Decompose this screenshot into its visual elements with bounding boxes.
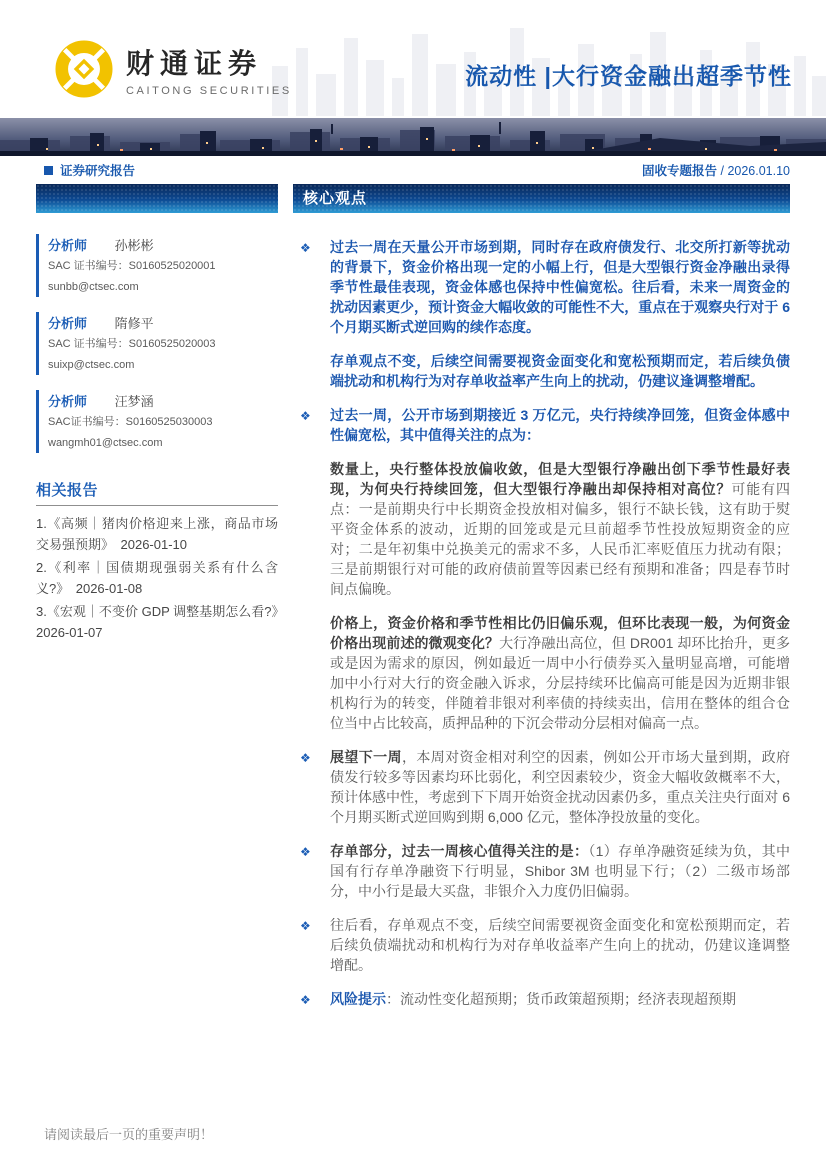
diamond-bullet-icon: ❖: [300, 919, 311, 933]
brand-name-en: CAITONG SECURITIES: [126, 84, 292, 97]
analyst-sac-number: SAC 证书编号：S0160525020001: [48, 260, 216, 272]
report-category: [44, 161, 135, 179]
paragraph: [293, 405, 790, 445]
brand-logo: [55, 40, 292, 98]
sidebar-header-bar: [36, 184, 278, 213]
diamond-bullet-icon: ❖: [300, 845, 311, 859]
footer-disclaimer: 请阅读最后一页的重要声明！: [44, 1127, 214, 1142]
diamond-bullet-icon: ❖: [300, 751, 311, 765]
paragraph: [293, 841, 790, 901]
paragraph: [293, 459, 790, 599]
report-category-label: 证券研究报告: [60, 164, 136, 178]
body-text: （1）存单净融资延续为负，其中国有行存单净融资下行明显，Shibor 3M 也明显下行；（2）二级市场部分，中小行是最大买盘，非银介入力度仍旧偏弱。: [330, 843, 790, 899]
analyst-role-label: 分析师: [48, 238, 88, 253]
report-type-date: [642, 161, 790, 179]
analysts: [36, 234, 278, 453]
paragraph: [293, 613, 790, 733]
diamond-bullet-icon: ❖: [300, 241, 311, 255]
paragraph: [293, 915, 790, 975]
emphasis-text: 数量上，央行整体投放偏收敛，但是大型银行净融出创下季节性最好表现，为何央行持续回笼，但大型银行净融出却保持相对高位？: [330, 461, 790, 497]
related-reports-list: [36, 513, 292, 643]
related-report-item[interactable]: 2.《利率｜国债期现强弱关系有什么含义?》 2026-01-08: [36, 560, 278, 597]
analyst-name: 隋修平: [114, 316, 154, 331]
diamond-bullet-icon: ❖: [300, 409, 311, 423]
body-text: 大行净融出高位，但 DR001 却环比抬升，更多或是因为需求的原因，例如最近一周中小行债券买入量明显高增，可能增加中小行对大行的资金融入诉求，分层持续环比偏高可能是因为近期非银机构行为的转变，伴随着非银对利率债的持续卖出，信用在整体的组合仓位当中占比较高，质押品种的下沉会带动分层相对偏高一点。: [330, 635, 791, 731]
body-text: ：流动性变化超预期；货币政策超预期；经济表现超预期: [386, 991, 736, 1007]
body-text: 往后看，存单观点不变，后续空间需要视资金面变化和宽松预期而定，若后续负债端扰动和机构行为对存单收益率产生向上的扰动，仍建议逢调整增配。: [330, 917, 790, 973]
analyst-sac-number: SAC 证书编号：S0160525020003: [48, 338, 216, 350]
analyst-email[interactable]: wangmh01@ctsec.com: [48, 436, 163, 449]
emphasis-text: 风险提示: [330, 991, 386, 1007]
analyst-email[interactable]: sunbb@ctsec.com: [48, 280, 139, 293]
related-report-item[interactable]: 3.《宏观｜不变价 GDP 调整基期怎么看?》 2026-01-07: [36, 604, 292, 641]
section-title: 核心观点: [303, 190, 368, 207]
analyst-role-label: 分析师: [48, 394, 88, 409]
emphasis-text: 展望下一周: [330, 749, 402, 765]
analyst-role-label: 分析师: [48, 316, 88, 331]
body-text: ，本周对资金相对利空的因素，例如公开市场大量到期，政府债发行较多等因素均环比弱化，利空因素较少，资金大幅收敛概率不大，预计体感中性，考虑到下下周开始资金扰动因素仍多，重点关注央行面对 6 个月期买断式逆回购到期 6,000 亿元，整体净投放量的变化。: [330, 749, 791, 825]
core-views-header-bar: [293, 184, 790, 213]
sidebar: [36, 234, 292, 645]
paragraph: [293, 237, 790, 337]
brand-text: [126, 42, 292, 97]
cityscape-banner-image: [0, 118, 826, 156]
analyst-email[interactable]: suixp@ctsec.com: [48, 358, 135, 371]
analyst-name: 孙彬彬: [114, 238, 154, 253]
diamond-bullet-icon: ❖: [300, 993, 311, 1007]
paragraph: [293, 747, 790, 827]
emphasis-text: 价格上，资金价格和季节性相比仍旧偏乐观，但环比表现一般，为何资金价格出现前述的微观变化？: [330, 615, 790, 651]
related-report-item[interactable]: 1.《高频｜猪肉价格迎来上涨，商品市场交易强预期》 2026-01-10: [36, 516, 278, 553]
body-text: 过去一周，公开市场到期接近 3 万亿元，央行持续净回笼，但资金体感中性偏宽松，其中值得关注的点为：: [330, 407, 790, 443]
related-reports-heading: 相关报告: [36, 479, 278, 506]
report-date: 2026.01.10: [727, 164, 790, 178]
date-separator: /: [720, 164, 724, 178]
report-type-label: 固收专题报告: [641, 164, 717, 178]
body-text: 可能有四点：一是前期央行中长期资金投放相对偏多，银行不缺长钱，这有助于熨平资金体系的波动，近期的回笼或是元旦前超季节性投放短期资金的应对；二是年初集中兑换美元的需求不多，人民币汇率贬值压力扰动有限；三是前期银行对可能的政府债前置等因素已经有预期和准备；四是春节时间点偏晚。: [330, 481, 791, 597]
analyst-block: [36, 390, 278, 453]
page-title: 流动性 |大行资金融出超季节性: [465, 63, 792, 89]
paragraph: [293, 989, 790, 1009]
meta-row: [44, 161, 790, 179]
analyst-name: 汪梦涵: [114, 394, 154, 409]
emphasis-text: 存单部分，过去一周核心值得关注的是：: [330, 843, 589, 859]
paragraph: [293, 351, 790, 391]
page-header: [0, 0, 826, 118]
square-bullet-icon: [44, 166, 53, 175]
body-text: 过去一周在天量公开市场到期，同时存在政府债发行、北交所打新等扰动的背景下，资金价格出现一定的小幅上行，但是大型银行资金净融出录得季节性最佳表现，资金体感也保持中性偏宽松。往后看，未来一周资金的扰动因素更少，预计资金大幅收敛的可能性不大，重点在于观察央行对于 6 个月期买断式逆回购的续作态度。: [330, 239, 790, 335]
brand-name-cn: 财通证券: [126, 48, 263, 80]
caitong-logo-icon: [55, 40, 113, 98]
related-reports: [36, 479, 292, 643]
analyst-block: [36, 312, 278, 375]
analyst-sac-number: SAC证书编号：S0160525030003: [48, 416, 213, 428]
core-views-content: [293, 237, 790, 1023]
body-text: 存单观点不变，后续空间需要视资金面变化和宽松预期而定，若后续负债端扰动和机构行为对存单收益率产生向上的扰动，仍建议逢调整增配。: [330, 353, 790, 389]
analyst-block: [36, 234, 278, 297]
